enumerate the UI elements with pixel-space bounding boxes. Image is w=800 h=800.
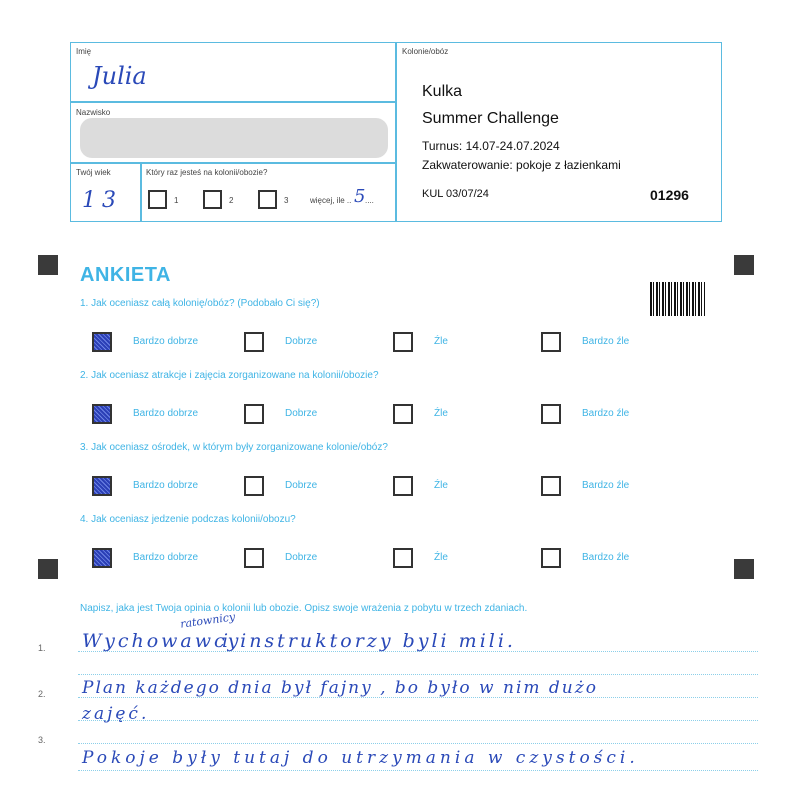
first-name-label: Imię (76, 47, 92, 56)
question-1-option-1-label: Bardzo dobrze (133, 336, 199, 347)
opinion-answer-1a: Wychowawcy (82, 630, 242, 652)
registration-marker-top-left (38, 255, 58, 275)
barcode (650, 282, 705, 316)
question-1-option-4-checkbox[interactable] (541, 332, 561, 352)
times-option-1: 1 (174, 196, 179, 205)
opinion-line-2b (78, 720, 758, 721)
header-divider-surname (70, 162, 396, 164)
last-name-label: Nazwisko (76, 108, 111, 117)
question-3-option-4-checkbox[interactable] (541, 476, 561, 496)
question-4: 4. Jak oceniasz jedzenie podczas kolonii/obozu? (80, 514, 296, 525)
first-name-value: Julia (92, 62, 147, 90)
question-3-option-4-label: Bardzo źle (582, 480, 630, 491)
times-more-value: 5 (354, 186, 366, 207)
opinion-answer-1b: i instruktorzy byli mili. (222, 630, 516, 652)
header-divider-age (140, 162, 142, 222)
camp-code: KUL 03/07/24 (422, 188, 489, 200)
opinion-answer-3: Pokoje były tutaj do utrzymania w czystości. (82, 748, 639, 768)
question-2-option-4-label: Bardzo źle (582, 408, 630, 419)
question-3-option-1-checkbox[interactable] (92, 476, 112, 496)
question-3-option-2-checkbox[interactable] (244, 476, 264, 496)
question-4-option-4-checkbox[interactable] (541, 548, 561, 568)
registration-marker-bottom-left (38, 559, 58, 579)
opinion-prompt: Napisz, jaka jest Twoja opinia o kolonii lub obozie. Opisz swoje wrażenia z pobytu w trzech zdaniach. (80, 603, 528, 614)
question-1-option-2-label: Dobrze (285, 336, 318, 347)
header-divider-vertical (395, 42, 397, 222)
redacted-surname (80, 118, 388, 158)
times-checkbox-2[interactable] (203, 190, 222, 209)
question-4-option-3-label: Źle (434, 552, 448, 563)
question-1-option-1-checkbox[interactable] (92, 332, 112, 352)
question-3-option-3-label: Źle (434, 480, 448, 491)
camp-name: Kulka (422, 83, 463, 100)
question-4-option-2-label: Dobrze (285, 552, 318, 563)
camp-program: Summer Challenge (422, 110, 559, 127)
opinion-answer-2b: zajęć. (82, 704, 150, 724)
question-4-option-2-checkbox[interactable] (244, 548, 264, 568)
times-checkbox-1[interactable] (148, 190, 167, 209)
question-1: 1. Jak oceniasz całą kolonię/obóz? (Podobało Ci się?) (80, 298, 320, 309)
times-option-2: 2 (229, 196, 234, 205)
header-divider-name (70, 101, 396, 103)
times-checkbox-3[interactable] (258, 190, 277, 209)
question-2-option-4-checkbox[interactable] (541, 404, 561, 424)
times-option-3: 3 (284, 196, 289, 205)
times-more-suffix: .... (365, 196, 374, 205)
opinion-line-number-2: 2. (38, 689, 46, 699)
question-2-option-3-label: Źle (434, 408, 448, 419)
question-2-option-1-checkbox[interactable] (92, 404, 112, 424)
question-3-option-3-checkbox[interactable] (393, 476, 413, 496)
opinion-line-number-3: 3. (38, 735, 46, 745)
opinion-line-1b (78, 674, 758, 675)
survey-title: ANKIETA (80, 264, 171, 286)
age-value: 13 (82, 188, 122, 213)
question-4-option-4-label: Bardzo źle (582, 552, 630, 563)
times-more-prefix: więcej, ile .. (310, 196, 352, 205)
question-4-option-1-checkbox[interactable] (92, 548, 112, 568)
camp-accommodation: Zakwaterowanie: pokoje z łazienkami (422, 158, 621, 172)
times-label: Który raz jesteś na kolonii/obozie? (146, 168, 268, 177)
registration-marker-top-right (734, 255, 754, 275)
question-1-option-3-checkbox[interactable] (393, 332, 413, 352)
opinion-line-3b (78, 770, 758, 771)
question-2-option-1-label: Bardzo dobrze (133, 408, 199, 419)
question-1-option-3-label: Źle (434, 336, 448, 347)
question-3: 3. Jak oceniasz ośrodek, w którym były zorganizowane kolonie/obóz? (80, 442, 388, 453)
registration-marker-bottom-right (734, 559, 754, 579)
camp-number: 01296 (650, 187, 689, 203)
question-1-option-4-label: Bardzo źle (582, 336, 630, 347)
question-1-option-2-checkbox[interactable] (244, 332, 264, 352)
opinion-insert-word: ratownicy (179, 610, 236, 631)
age-label: Twój wiek (76, 168, 111, 177)
opinion-answer-2a: Plan każdego dnia był fajny , bo było w nim dużo (82, 678, 598, 698)
question-3-option-2-label: Dobrze (285, 480, 318, 491)
question-2-option-2-checkbox[interactable] (244, 404, 264, 424)
camp-turnus: Turnus: 14.07-24.07.2024 (422, 139, 560, 153)
question-2-option-2-label: Dobrze (285, 408, 318, 419)
question-2-option-3-checkbox[interactable] (393, 404, 413, 424)
question-2: 2. Jak oceniasz atrakcje i zajęcia zorganizowane na kolonii/obozie? (80, 370, 379, 381)
question-3-option-1-label: Bardzo dobrze (133, 480, 199, 491)
question-4-option-1-label: Bardzo dobrze (133, 552, 199, 563)
question-4-option-3-checkbox[interactable] (393, 548, 413, 568)
opinion-line-3 (78, 743, 758, 744)
opinion-line-number-1: 1. (38, 643, 46, 653)
camp-label: Kolonie/obóz (402, 47, 449, 56)
